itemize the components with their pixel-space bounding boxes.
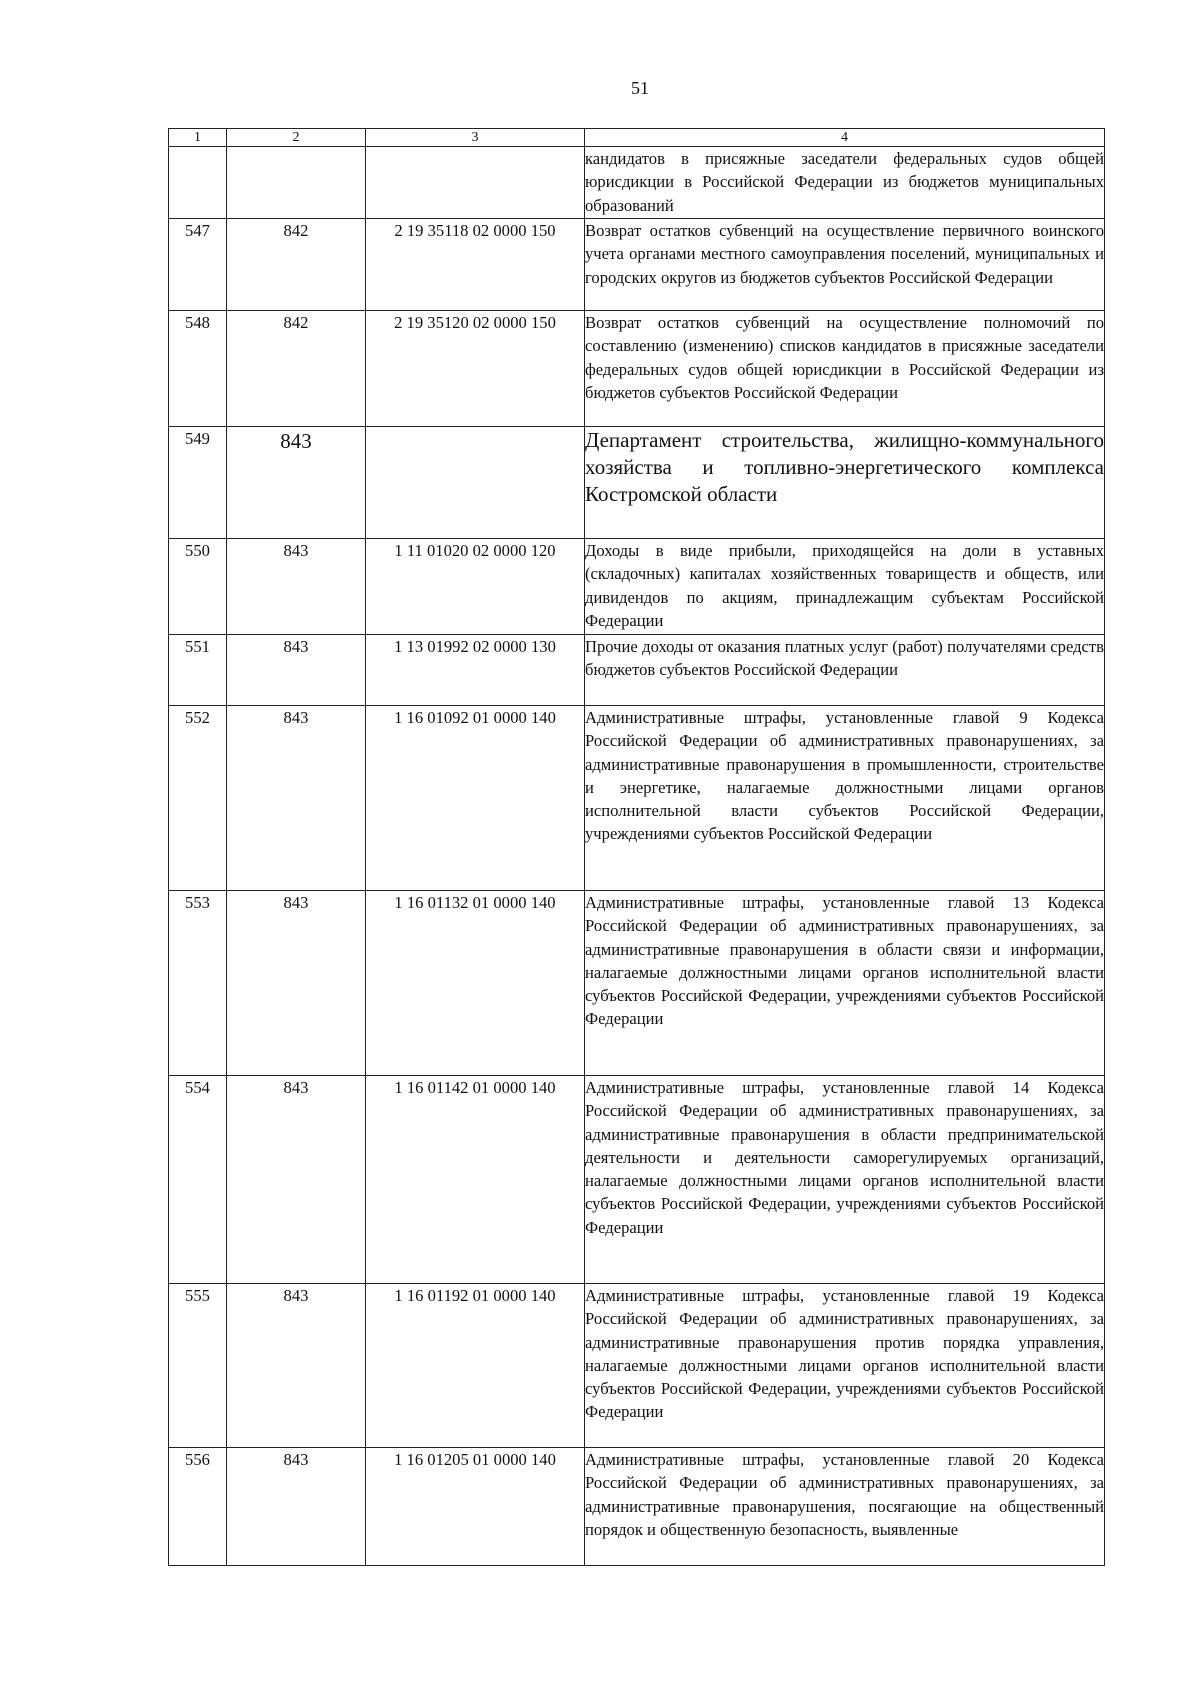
column-header-3: 3 (366, 129, 585, 147)
admin-code-cell: 842 (227, 219, 366, 311)
row-number-cell: 548 (169, 311, 227, 427)
budget-code-cell: 1 16 01192 01 0000 140 (366, 1284, 585, 1448)
table-row (169, 539, 1105, 635)
table-row (169, 1448, 1105, 1566)
row-number-cell: 550 (169, 539, 227, 635)
admin-code-cell: 843 (227, 427, 366, 539)
row-number-cell: 549 (169, 427, 227, 539)
row-number-cell: 552 (169, 706, 227, 891)
description-cell: Административные штрафы, установленные главой 20 Кодекса Российской Федерации об административных правонарушениях, за административные правонарушения, посягающие на общественный порядок и общественную безопасность, выявленные (585, 1448, 1105, 1566)
column-header-2: 2 (227, 129, 366, 147)
description-cell: Возврат остатков субвенций на осуществление первичного воинского учета органами местного самоуправления поселений, муниципальных и городских округов из бюджетов субъектов Российской Федерации (585, 219, 1105, 311)
admin-code-cell: 843 (227, 706, 366, 891)
description-cell: Административные штрафы, установленные главой 13 Кодекса Российской Федерации об административных правонарушениях, за административные правонарушения в области связи и информации, налагаемые должностными лицами органов исполнительной власти субъектов Российской Федерации, учреждениями субъектов Российской Федерации (585, 891, 1105, 1076)
admin-code-cell: 843 (227, 635, 366, 706)
table-row (169, 427, 1105, 539)
description-cell: Прочие доходы от оказания платных услуг (работ) получателями средств бюджетов субъектов Российской Федерации (585, 635, 1105, 706)
row-number-cell: 554 (169, 1076, 227, 1284)
budget-code-cell: 2 19 35118 02 0000 150 (366, 219, 585, 311)
description-cell: Доходы в виде прибыли, приходящейся на доли в уставных (складочных) капиталах хозяйственных товариществ и обществ, или дивидендов по акциям, принадлежащим субъектам Российской Федерации (585, 539, 1105, 635)
admin-code-cell: 843 (227, 539, 366, 635)
table-row (169, 311, 1105, 427)
budget-code-cell: 1 16 01142 01 0000 140 (366, 1076, 585, 1284)
admin-code-cell: 843 (227, 891, 366, 1076)
description-cell: Административные штрафы, установленные главой 14 Кодекса Российской Федерации об административных правонарушениях, за административные правонарушения в области предпринимательской деятельности и деятельности саморегулируемых организаций, налагаемые должностными лицами органов исполнительной власти субъектов Российской Федерации, учреждениями субъектов Российской Федерации (585, 1076, 1105, 1284)
admin-code-cell: 842 (227, 311, 366, 427)
admin-code-cell: 843 (227, 1284, 366, 1448)
budget-code-cell: 2 19 35120 02 0000 150 (366, 311, 585, 427)
description-cell: Административные штрафы, установленные главой 19 Кодекса Российской Федерации об административных правонарушениях, за административные правонарушения против порядка управления, налагаемые должностными лицами органов исполнительной власти субъектов Российской Федерации, учреждениями субъектов Российской Федерации (585, 1284, 1105, 1448)
admin-code-cell (227, 147, 366, 219)
description-cell: Возврат остатков субвенций на осуществление полномочий по составлению (изменению) списков кандидатов в присяжные заседатели федеральных судов общей юрисдикции в Российской Федерации из бюджетов субъектов Российской Федерации (585, 311, 1105, 427)
row-number-cell: 556 (169, 1448, 227, 1566)
budget-code-cell (366, 427, 585, 539)
budget-code-cell: 1 16 01205 01 0000 140 (366, 1448, 585, 1566)
table-row (169, 891, 1105, 1076)
table-row (169, 219, 1105, 311)
revenue-codes-table (168, 128, 1105, 1566)
table-row (169, 1284, 1105, 1448)
row-number-cell: 555 (169, 1284, 227, 1448)
budget-code-cell: 1 16 01132 01 0000 140 (366, 891, 585, 1076)
description-cell: кандидатов в присяжные заседатели федеральных судов общей юрисдикции в Российской Федерации из бюджетов муниципальных образований (585, 147, 1105, 219)
row-number-cell: 547 (169, 219, 227, 311)
table-row (169, 1076, 1105, 1284)
table-row (169, 635, 1105, 706)
budget-code-cell: 1 16 01092 01 0000 140 (366, 706, 585, 891)
admin-code-cell: 843 (227, 1448, 366, 1566)
description-cell: Департамент строительства, жилищно-коммунального хозяйства и топливно-энергетического комплекса Костромской области (585, 427, 1105, 539)
row-number-cell: 551 (169, 635, 227, 706)
table-row (169, 706, 1105, 891)
budget-code-cell: 1 11 01020 02 0000 120 (366, 539, 585, 635)
description-cell: Административные штрафы, установленные главой 9 Кодекса Российской Федерации об административных правонарушениях, за административные правонарушения в промышленности, строительстве и энергетике, налагаемые должностными лицами органов исполнительной власти субъектов Российской Федерации, учреждениями субъектов Российской Федерации (585, 706, 1105, 891)
column-header-1: 1 (169, 129, 227, 147)
budget-code-cell: 1 13 01992 02 0000 130 (366, 635, 585, 706)
table-header-row (169, 129, 1105, 147)
row-number-cell (169, 147, 227, 219)
page-number: 51 (631, 78, 649, 98)
row-number-cell: 553 (169, 891, 227, 1076)
column-header-4: 4 (585, 129, 1105, 147)
admin-code-cell: 843 (227, 1076, 366, 1284)
table-row-continuation (169, 147, 1105, 219)
budget-code-cell (366, 147, 585, 219)
